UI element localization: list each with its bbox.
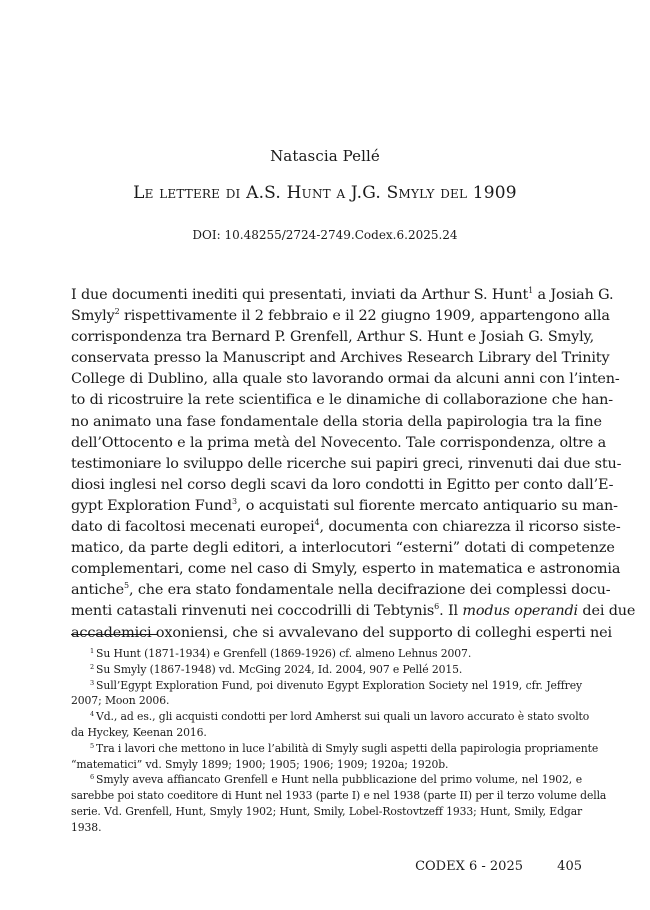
footnote-line: [71, 646, 582, 662]
footnote-line: [71, 757, 582, 773]
footnote-line: [71, 693, 582, 709]
body-text: , che era stato fondamentale nella decifrazione dei complessi docu-: [128, 582, 611, 599]
footnote-ref[interactable]: 6: [434, 602, 440, 612]
footnote-line: [71, 804, 582, 820]
body-text: dato di facoltosi mecenati europei: [71, 519, 315, 536]
body-text: College di Dublino, alla quale sto lavorando ormai da alcuni anni con l’inten-: [71, 371, 620, 388]
body-line: [71, 538, 615, 559]
footnote-number: 3: [90, 678, 95, 687]
footnote-number: 5: [90, 741, 95, 750]
body-text: . Il: [439, 603, 463, 620]
footnote-ref[interactable]: 1: [528, 286, 534, 295]
body-text: Smyly: [71, 308, 115, 325]
body-text: accademici oxoniensi, che si avvalevano del supporto di colleghi esperti nei: [71, 624, 612, 641]
footnote-text: Su Hunt (1871-1934) e Grenfell (1869-1926) cf. almeno Lehnus 2007.: [96, 647, 472, 660]
footnote-line: [71, 678, 582, 694]
body-text: diosi inglesi nel corso degli scavi da loro condotti in Egitto per conto dall’E-: [71, 476, 614, 493]
article-author: Natascia Pellé: [270, 147, 380, 165]
footnote-line: [71, 662, 582, 678]
footnote-ref[interactable]: 3: [231, 496, 237, 506]
body-line: [71, 580, 611, 601]
body-text: , documenta con chiarezza il ricorso siste-: [319, 519, 621, 536]
footnote-text: “matematici” vd. Smyly 1899; 1900; 1905; 1906; 1909; 1920a; 1920b.: [71, 757, 449, 771]
body-text: conservata presso la Manuscript and Archives Research Library del Trinity: [71, 350, 610, 367]
article-doi: DOI: 10.48255/2724-2749.Codex.6.2025.24: [192, 228, 458, 242]
body-text: matico, da parte degli editori, a interlocutori “esterni” dotati di competenze: [71, 540, 615, 557]
footnote-text: da Hyckey, Keenan 2016.: [71, 725, 207, 739]
body-text: dell’Ottocento e la prima metà del Novecento. Tale corrispondenza, oltre a: [71, 434, 607, 451]
body-text: complementari, come nel caso di Smyly, esperto in matematica e astronomia: [71, 561, 621, 578]
body-line: [71, 517, 621, 538]
body-text: testimoniare lo sviluppo delle ricerche sui papiri greci, rinvenuti dai due stu-: [71, 455, 622, 472]
footnote-number: 1: [90, 647, 95, 655]
article-body: [71, 285, 636, 644]
body-line: [71, 390, 613, 411]
page-number: 405: [557, 859, 582, 874]
footnote-ref[interactable]: 4: [314, 518, 320, 528]
body-line: [71, 348, 610, 369]
body-line: [71, 412, 602, 433]
body-line: [71, 285, 614, 306]
footnote-text: sarebbe poi stato coeditore di Hunt nel 1933 (parte I) e nel 1938 (parte II) per il terzo volume della: [71, 789, 607, 803]
body-text: to di ricostruire la rete scientifica e le dinamiche di collaborazione che han-: [71, 392, 613, 409]
body-line: [71, 433, 607, 454]
footnote-line: [71, 741, 599, 757]
footnote-separator: [71, 634, 157, 635]
footnote-text: Tra i lavori che mettono in luce l’abilità di Smyly sugli aspetti della papirologia propriamente: [96, 741, 599, 755]
body-text: corrispondenza tra Bernard P. Grenfell, Arthur S. Hunt e Josiah G. Smyly,: [71, 329, 595, 346]
footnote-line: [71, 788, 607, 804]
footnote-line: [71, 709, 590, 725]
body-line: [71, 475, 614, 496]
body-line: [71, 496, 618, 517]
footnote-number: 4: [90, 710, 95, 719]
article-title: Le lettere di A.S. Hunt a J.G. Smyly del 1909: [133, 183, 517, 203]
page-footer: [0, 859, 650, 877]
footnote-text: Sull’Egypt Exploration Fund, poi divenuto Egypt Exploration Society nel 1919, cfr. Jeffrey: [96, 678, 582, 692]
footnote-line: [71, 725, 582, 741]
footnote-text: Smyly aveva affiancato Grenfell e Hunt nella pubblicazione del primo volume, nel 1902, e: [96, 773, 582, 787]
footnote-ref[interactable]: 5: [124, 581, 129, 591]
footnote-text: 1938.: [71, 820, 102, 834]
body-line: [71, 327, 595, 348]
body-text: a Josiah G.: [533, 287, 614, 303]
footnote-number: 2: [90, 662, 95, 671]
italic-term: modus operandi: [462, 603, 578, 620]
body-text: dei due: [577, 603, 636, 620]
footnote-text: Vd., ad es., gli acquisti condotti per lord Amherst sui quali un lavoro accurato è stato svolto: [96, 710, 590, 724]
footnote-line: [71, 772, 582, 788]
body-text: antiche: [71, 582, 125, 599]
footnote-text: serie. Vd. Grenfell, Hunt, Smyly 1902; Hunt, Smily, Lobel-Rostovtzeff 1933; Hunt, Smily, Edgar: [71, 804, 583, 818]
body-text: no animato una fase fondamentale della storia della papirologia tra la fine: [71, 413, 602, 430]
body-text: rispettivamente il 2 febbraio e il 22 giugno 1909, appartengono alla: [119, 308, 610, 325]
body-line: [71, 306, 610, 327]
journal-name: CODEX 6 - 2025: [415, 859, 523, 874]
body-text: menti catastali rinvenuti nei coccodrilli di Tebtynis: [71, 603, 435, 620]
footnote-line: [71, 820, 582, 836]
footnotes: [71, 646, 607, 836]
footnote-text: Su Smyly (1867-1948) vd. McGing 2024, Id. 2004, 907 e Pellé 2015.: [96, 662, 463, 676]
body-text: gypt Exploration Fund: [71, 497, 232, 514]
body-line: [71, 601, 636, 622]
footnote-ref[interactable]: 2: [114, 307, 120, 317]
body-text: , o acquistati sul fiorente mercato antiquario su man-: [236, 497, 618, 514]
body-line: [71, 559, 621, 580]
body-text: I due documenti inediti qui presentati, inviati da Arthur S. Hunt: [71, 287, 529, 303]
body-line: [71, 369, 620, 390]
footnote-text: 2007; Moon 2006.: [71, 694, 170, 708]
body-line: [71, 454, 622, 475]
footnote-number: 6: [90, 773, 95, 782]
